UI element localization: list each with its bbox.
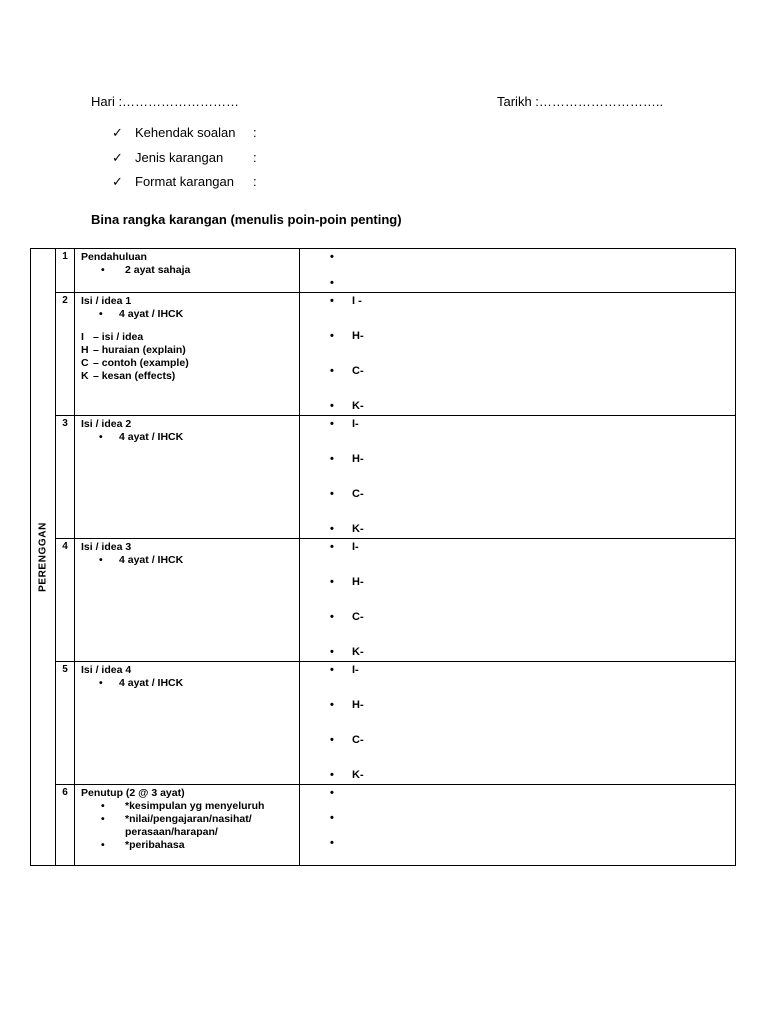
list-item xyxy=(101,264,295,277)
table-row xyxy=(31,662,736,785)
bullet-icon: • xyxy=(99,431,103,443)
table-row xyxy=(31,293,736,416)
answer-line[interactable]: • C- xyxy=(330,611,364,623)
list-item xyxy=(101,839,295,852)
list-item xyxy=(99,554,295,567)
row-number: 4 xyxy=(56,539,75,662)
answer-line[interactable]: • I- xyxy=(330,541,359,553)
list-item xyxy=(101,813,295,839)
checklist-colon: : xyxy=(253,174,257,189)
check-icon: ✓ xyxy=(112,150,123,165)
list-item xyxy=(99,431,295,444)
answer-line[interactable]: • K- xyxy=(330,646,364,658)
bullet-icon: • xyxy=(101,839,105,851)
answer-line[interactable]: • xyxy=(330,837,334,849)
answer-line[interactable]: • K- xyxy=(330,769,364,781)
bullet-icon: • xyxy=(101,264,105,276)
row-description xyxy=(75,293,300,416)
row-title: Isi / idea 3 xyxy=(81,541,132,553)
essay-outline-table xyxy=(30,248,736,866)
row-title: Isi / idea 2 xyxy=(81,418,132,430)
answer-line[interactable]: • H- xyxy=(330,453,364,465)
answer-line[interactable]: • K- xyxy=(330,400,364,412)
point-text: 4 ayat / IHCK xyxy=(119,431,184,443)
checklist-label: Jenis karangan xyxy=(135,150,224,165)
legend-item: H – huraian (explain) xyxy=(81,344,186,356)
check-icon: ✓ xyxy=(112,174,123,189)
bullet-icon: • xyxy=(330,251,334,263)
answer-cell[interactable] xyxy=(300,785,736,866)
point-text: *peribahasa xyxy=(125,839,185,851)
table-row xyxy=(31,539,736,662)
answer-cell[interactable] xyxy=(300,662,736,785)
list-item xyxy=(99,677,295,690)
row-number: 5 xyxy=(56,662,75,785)
answer-cell[interactable] xyxy=(300,293,736,416)
legend-item: K – kesan (effects) xyxy=(81,370,176,382)
legend-item: I – isi / idea xyxy=(81,331,144,343)
answer-line[interactable]: • xyxy=(330,787,334,799)
row-title: Isi / idea 4 xyxy=(81,664,132,676)
tarikh-field: Tarikh :……………………….. xyxy=(497,94,664,109)
checklist-colon: : xyxy=(253,150,257,165)
answer-line[interactable]: • C- xyxy=(330,488,364,500)
answer-cell[interactable] xyxy=(300,539,736,662)
answer-line[interactable] xyxy=(330,251,352,263)
answer-line[interactable]: • I - xyxy=(330,295,362,307)
point-text: *kesimpulan yg menyeluruh xyxy=(125,800,265,812)
answer-line[interactable]: • C- xyxy=(330,734,364,746)
row-description xyxy=(75,539,300,662)
row-description xyxy=(75,416,300,539)
table-row xyxy=(31,249,736,293)
bullet-icon: • xyxy=(99,308,103,320)
side-label: PERENGGAN xyxy=(37,522,49,592)
check-icon: ✓ xyxy=(112,125,123,140)
checklist-item-format-karangan xyxy=(112,174,257,190)
checklist-item-kehendak-soalan xyxy=(112,125,257,141)
answer-line[interactable]: • I- xyxy=(330,418,359,430)
answer-line[interactable]: • K- xyxy=(330,523,364,535)
row-number: 6 xyxy=(56,785,75,866)
answer-cell[interactable] xyxy=(300,249,736,293)
answer-line[interactable] xyxy=(330,277,352,289)
point-text: *nilai/pengajaran/nasihat/ perasaan/harapan/ xyxy=(125,813,252,838)
row-number: 2 xyxy=(56,293,75,416)
ihck-legend xyxy=(81,331,295,383)
answer-cell[interactable] xyxy=(300,416,736,539)
legend-item: C – contoh (example) xyxy=(81,357,189,369)
row-number: 3 xyxy=(56,416,75,539)
point-text: 4 ayat / IHCK xyxy=(119,677,184,689)
row-title: Pendahuluan xyxy=(81,251,147,263)
row-description xyxy=(75,662,300,785)
point-text: 4 ayat / IHCK xyxy=(119,308,184,320)
answer-line[interactable]: • xyxy=(330,812,334,824)
list-item xyxy=(101,800,295,813)
side-label-cell xyxy=(31,249,56,866)
row-number: 1 xyxy=(56,249,75,293)
section-heading: Bina rangka karangan (menulis poin-poin penting) xyxy=(91,212,402,227)
checklist-item-jenis-karangan xyxy=(112,150,257,166)
list-item xyxy=(99,308,295,321)
checklist-label: Format karangan xyxy=(135,174,234,189)
row-title: Penutup (2 @ 3 ayat) xyxy=(81,787,185,799)
bullet-icon: • xyxy=(330,277,334,289)
checklist-colon: : xyxy=(253,125,257,140)
answer-line[interactable]: • C- xyxy=(330,365,364,377)
bullet-icon: • xyxy=(101,813,105,825)
row-title: Isi / idea 1 xyxy=(81,295,132,307)
point-text: 4 ayat / IHCK xyxy=(119,554,184,566)
table-row xyxy=(31,416,736,539)
table-row xyxy=(31,785,736,866)
answer-line[interactable]: • I- xyxy=(330,664,359,676)
answer-line[interactable]: • H- xyxy=(330,330,364,342)
checklist-label: Kehendak soalan xyxy=(135,125,236,140)
bullet-icon: • xyxy=(99,554,103,566)
row-description xyxy=(75,785,300,866)
row-description xyxy=(75,249,300,293)
bullet-icon: • xyxy=(101,800,105,812)
answer-line[interactable]: • H- xyxy=(330,576,364,588)
hari-field: Hari :……………………… xyxy=(91,94,240,109)
bullet-icon: • xyxy=(99,677,103,689)
point-text: 2 ayat sahaja xyxy=(125,264,191,276)
answer-line[interactable]: • H- xyxy=(330,699,364,711)
